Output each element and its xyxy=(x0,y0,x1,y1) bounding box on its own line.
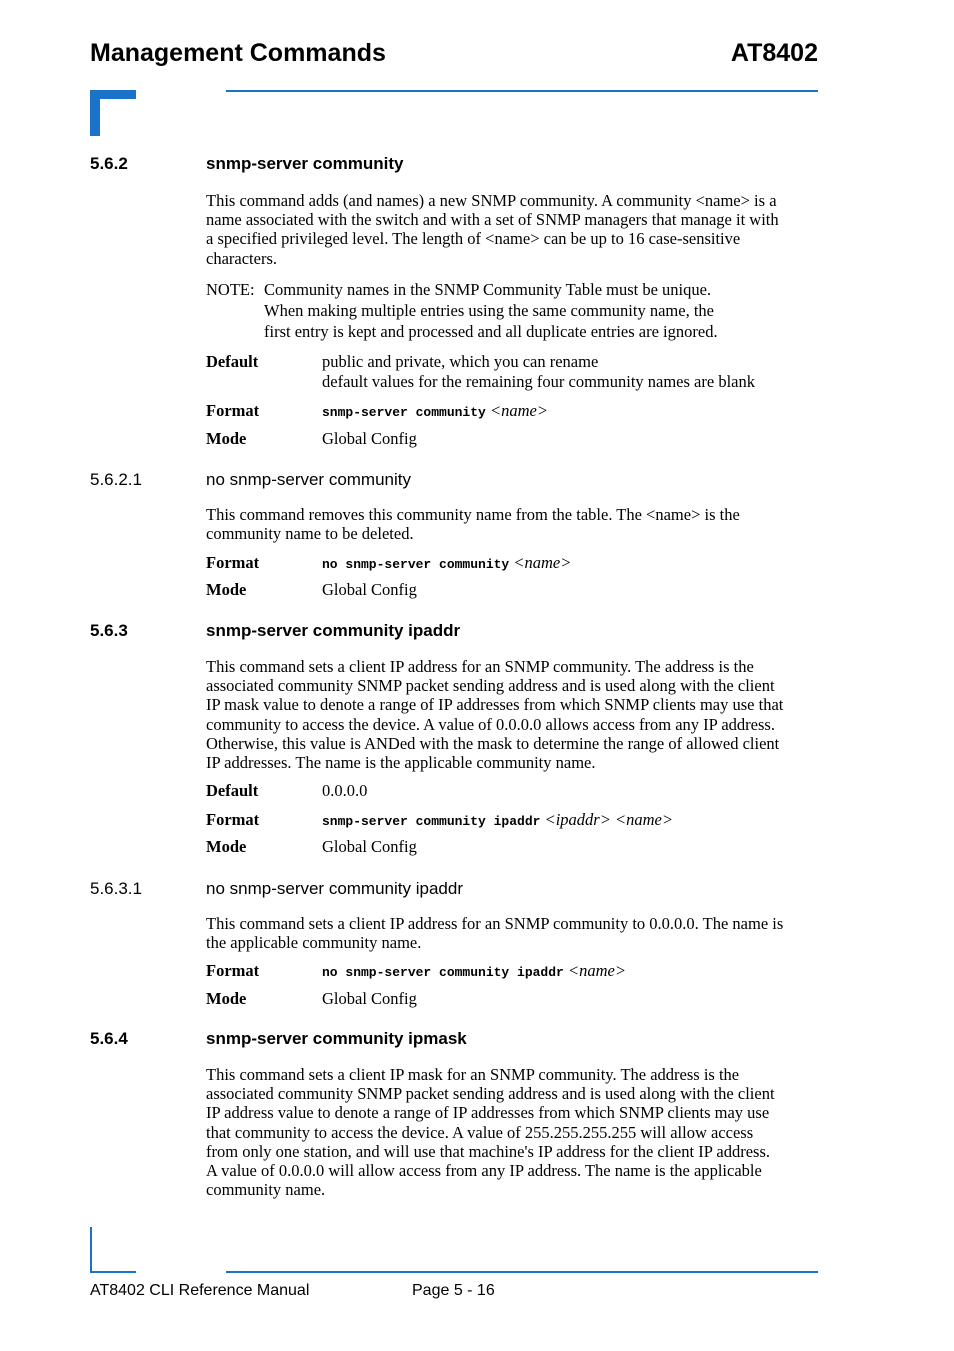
mode-label: Mode xyxy=(206,429,247,448)
mode-value: Global Config xyxy=(322,580,417,599)
body-line: community to access the device. A value of 0.0.0.0 allows access from any IP address. xyxy=(206,714,775,734)
format-argument: <name> xyxy=(489,401,548,420)
section-number: 5.6.3.1 xyxy=(90,879,142,898)
section-title: no snmp-server community xyxy=(206,470,412,489)
format-argument: <name> xyxy=(567,961,626,980)
note-label: NOTE: xyxy=(206,280,255,299)
section-body xyxy=(206,191,818,268)
body-line: from only one station, and will use that machine's IP address for the client IP address. xyxy=(206,1141,770,1161)
format-label: Format xyxy=(206,961,260,980)
format-label: Format xyxy=(206,810,260,829)
body-line: a specified privileged level. The length of <name> can be up to 16 case-sensitive xyxy=(206,229,741,249)
running-header-product: AT8402 xyxy=(730,39,818,67)
section-title: snmp-server community ipmask xyxy=(206,1029,467,1048)
section-title: snmp-server community ipaddr xyxy=(206,621,461,640)
footer-rule xyxy=(226,1271,818,1273)
mode-value: Global Config xyxy=(322,429,417,448)
section-body xyxy=(206,657,818,772)
note-line: first entry is kept and processed and all duplicate entries are ignored. xyxy=(264,322,718,341)
body-line: Otherwise, this value is ANDed with the mask to determine the range of allowed client xyxy=(206,733,780,753)
format-command: no snmp-server community ipaddr xyxy=(322,965,564,980)
format-command: no snmp-server community xyxy=(322,557,510,572)
body-line: This command removes this community name from the table. The <name> is the xyxy=(206,505,740,524)
default-value: default values for the remaining four community names are blank xyxy=(322,372,755,391)
body-line: IP address value to denote a range of IP addresses from which SNMP clients may use xyxy=(206,1103,770,1123)
mode-label: Mode xyxy=(206,989,247,1008)
body-line: the applicable community name. xyxy=(206,933,422,953)
format-label: Format xyxy=(206,553,260,572)
body-line: This command sets a client IP mask for an SNMP community. The address is the xyxy=(206,1065,740,1084)
body-line: A value of 0.0.0.0 will allow access from any IP address. The name is the applicable xyxy=(206,1161,762,1181)
footer-manual-title: AT8402 CLI Reference Manual xyxy=(90,1282,310,1299)
mode-value: Global Config xyxy=(322,837,417,856)
body-line: name associated with the switch and with a set of SNMP managers that manage it with xyxy=(206,210,779,230)
body-line: IP addresses. The name is the applicable community name. xyxy=(206,753,596,773)
default-label: Default xyxy=(206,781,259,800)
format-command: snmp-server community xyxy=(322,405,486,420)
note-line: When making multiple entries using the same community name, the xyxy=(264,301,714,320)
body-line: This command sets a client IP address for an SNMP community. The address is the xyxy=(206,657,754,676)
section-title: no snmp-server community ipaddr xyxy=(206,879,463,898)
section-body xyxy=(206,914,818,952)
body-line: community name to be deleted. xyxy=(206,524,414,544)
section-number: 5.6.4 xyxy=(90,1029,128,1048)
section-body xyxy=(206,505,818,543)
running-header-title: Management Commands xyxy=(90,39,386,67)
mode-label: Mode xyxy=(206,580,247,599)
section-number: 5.6.3 xyxy=(90,621,128,640)
body-line: community name. xyxy=(206,1180,326,1200)
footer-page-number: Page 5 - 16 xyxy=(412,1282,495,1299)
footer-corner-mark-horizontal xyxy=(90,1271,136,1273)
body-line: that community to access the device. A value of 255.255.255.255 will allow access xyxy=(206,1122,754,1142)
note-line: Community names in the SNMP Community Table must be unique. xyxy=(264,280,712,299)
format-argument: <name> xyxy=(513,553,572,572)
default-label: Default xyxy=(206,352,259,371)
body-line: IP mask value to denote a range of IP addresses from which SNMP clients may use that xyxy=(206,695,784,715)
section-body xyxy=(206,1065,818,1199)
body-line: This command adds (and names) a new SNMP community. A community <name> is a xyxy=(206,191,777,210)
mode-value: Global Config xyxy=(322,989,417,1008)
section-number: 5.6.2 xyxy=(90,154,128,173)
format-argument: <ipaddr> <name> xyxy=(544,810,673,829)
body-line: This command sets a client IP address for an SNMP community to 0.0.0.0. The name is xyxy=(206,914,784,933)
format-label: Format xyxy=(206,401,260,420)
section-number: 5.6.2.1 xyxy=(90,470,142,489)
section-title: snmp-server community xyxy=(206,154,404,173)
format-command: snmp-server community ipaddr xyxy=(322,814,541,829)
header-rule xyxy=(226,90,818,92)
default-value: 0.0.0.0 xyxy=(322,781,368,800)
mode-label: Mode xyxy=(206,837,247,856)
footer-corner-mark xyxy=(90,1227,92,1273)
body-line: characters. xyxy=(206,248,277,268)
default-value: public and private, which you can rename xyxy=(322,352,599,371)
body-line: associated community SNMP packet sending address and is used along with the client xyxy=(206,1084,775,1104)
body-line: associated community SNMP packet sending address and is used along with the client xyxy=(206,676,775,696)
corner-mark-vertical xyxy=(90,90,100,136)
